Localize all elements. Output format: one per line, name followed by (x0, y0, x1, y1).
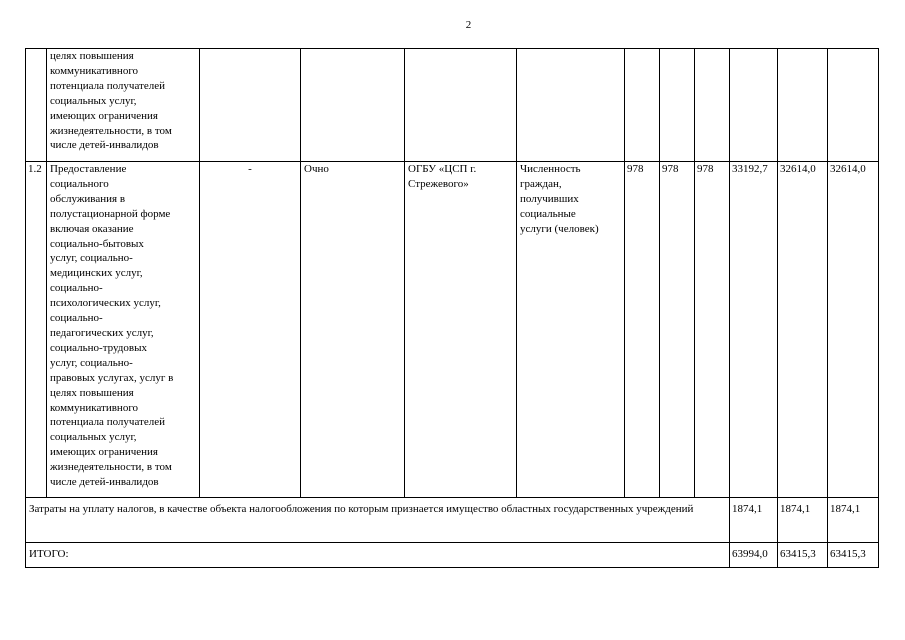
cell-dash: - (200, 162, 301, 498)
cell-empty (778, 49, 828, 162)
cell-empty (695, 49, 730, 162)
table-row-total (26, 543, 879, 568)
cell-empty (517, 49, 625, 162)
table-row-1-2 (26, 162, 879, 498)
table-row-taxes (26, 498, 879, 543)
cell-num: 1.2 (26, 162, 47, 498)
cell-total-cost-3: 63415,3 (828, 543, 879, 568)
cell-indicator: Численность граждан, получивших социальные услуги (человек) (517, 162, 625, 498)
cell-empty (200, 49, 301, 162)
cell-empty (301, 49, 405, 162)
cell-empty (405, 49, 517, 162)
cell-cost-2: 32614,0 (778, 162, 828, 498)
cell-value-3: 978 (695, 162, 730, 498)
cell-description: целях повышения коммуникативного потенциала получателей социальных услуг, имеющих ограничения жизнедеятельности, в том числе детей-инвалидов (47, 49, 200, 162)
cell-total-cost-2: 63415,3 (778, 543, 828, 568)
cell-form: Очно (301, 162, 405, 498)
cell-description: Предоставление социального обслуживания в полустационарной форме включая оказание социально-бытовых услуг, социально- медицинских услуг, социально- психологических услуг, социально- педагогических услуг, социально-трудовых услуг, социально- правовых услугах, услуг в целях повышения коммуникативного потенциала получателей социальных услуг, имеющих ограничения жизнедеятельности, в том числе детей-инвалидов (47, 162, 200, 498)
cell-cost-3: 32614,0 (828, 162, 879, 498)
cell-total-cost-1: 63994,0 (730, 543, 778, 568)
cell-taxes-cost-3: 1874,1 (828, 498, 879, 543)
cell-empty (828, 49, 879, 162)
cell-taxes-cost-1: 1874,1 (730, 498, 778, 543)
cell-empty (625, 49, 660, 162)
cell-taxes-label: Затраты на уплату налогов, в качестве объекта налогообложения по которым признается имущество областных государственных учреждений (26, 498, 730, 543)
cell-total-label: ИТОГО: (26, 543, 730, 568)
budget-table (25, 48, 879, 568)
cell-organization: ОГБУ «ЦСП г. Стрежевого» (405, 162, 517, 498)
cell-empty (660, 49, 695, 162)
cell-cost-1: 33192,7 (730, 162, 778, 498)
page-number: 2 (465, 19, 472, 31)
cell-value-2: 978 (660, 162, 695, 498)
cell-num (26, 49, 47, 162)
cell-value-1: 978 (625, 162, 660, 498)
cell-empty (730, 49, 778, 162)
table-row-continuation (26, 49, 879, 162)
cell-taxes-cost-2: 1874,1 (778, 498, 828, 543)
